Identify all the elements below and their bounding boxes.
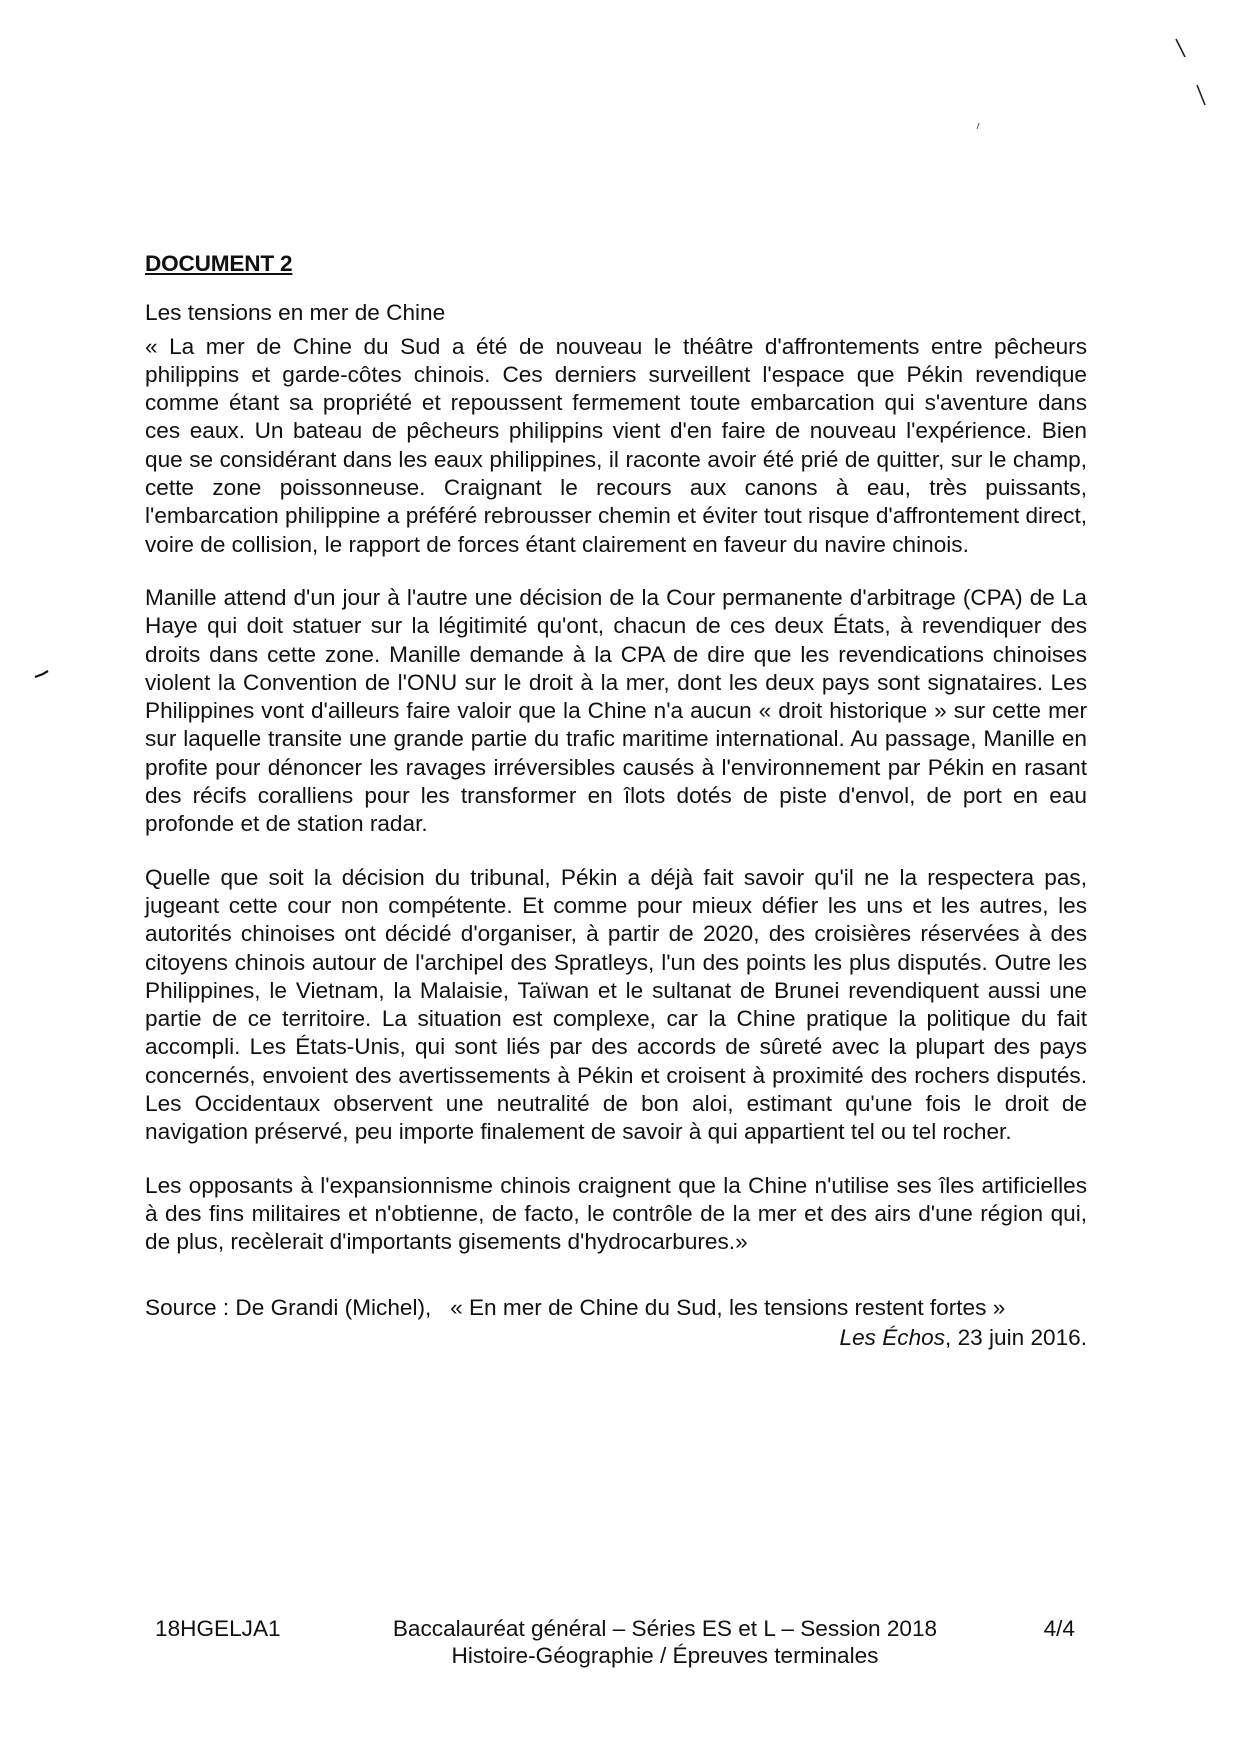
footer-code: 18HGELJA1 [155,1616,281,1641]
document-subtitle: Les tensions en mer de Chine [145,300,446,326]
footer-line-2: Histoire-Géographie / Épreuves terminales [451,1643,879,1668]
source-line-1 [145,1293,1087,1323]
source-date: , 23 juin 2016. [945,1324,1087,1350]
paragraph-2: Manille attend d'un jour à l'autre une décision de la Cour permanente d'arbitrage (CPA) de La Haye qui doit statuer sur la légitimité qu'ont, chacun de ces deux États, à revendiquer des droits dans cette zone. Manille demande à la CPA de dire que les revendications chinoises violent la Convention de l'ONU sur le droit à la mer, dont les deux pays sont signataires. Les Philippines vont d'ailleurs faire valoir que la Chine n'a aucun « droit historique » sur cette mer sur laquelle transite une grande partie du trafic maritime international. Au passage, Manille en profite pour dénoncer les ravages irréversibles causés à l'environnement par Pékin en rasant des récifs coralliens pour les transformer en îlots dotés de piste d'envol, de port en eau profonde et de station radar. [145,584,1087,837]
document-body [145,250,1087,1353]
scan-mark-small [975,120,985,132]
source-article: « En mer de Chine du Sud, les tensions restent fortes » [450,1294,1006,1320]
scan-mark-top-right [1170,35,1220,115]
paragraph-3: Quelle que soit la décision du tribunal, Pékin a déjà fait savoir qu'il ne la respectera pas, jugeant cette cour non compétente. Et comme pour mieux défier les uns et les autres, les autorités chinoises ont décidé d'organiser, à partir de 2020, des croisières réservées à des citoyens chinois autour de l'archipel des Spratleys, l'un des points les plus disputés. Outre les Philippines, le Vietnam, la Malaisie, Taïwan et le sultanat de Brunei revendiquent aussi une partie de ce territoire. La situation est complexe, car la Chine pratique la politique du fait accompli. Les États-Unis, qui sont liés par des accords de sûreté avec la plupart des pays concernés, envoient des avertissements à Pékin et croisent à proximité des rochers disputés. Les Occidentaux observent une neutralité de bon aloi, estimant qu'une fois le droit de navigation préservé, peu importe finalement de savoir à qui appartient tel ou tel rocher. [145,864,1087,1145]
paragraph-4: Les opposants à l'expansionnisme chinois craignent que la Chine n'utilise ses îles artificielles à des fins militaires et n'obtienne, de facto, le contrôle de la mer et des airs d'une région qui, de plus, recèlerait d'importants gisements d'hydrocarbures.» [145,1172,1087,1255]
footer-center [345,1615,985,1669]
document-title: DOCUMENT 2 [145,251,293,276]
paragraph-1: « La mer de Chine du Sud a été de nouveau le théâtre d'affrontements entre pêcheurs philippins et garde-côtes chinois. Ces derniers surveillent l'espace que Pékin revendique comme étant sa propriété et repoussent fermement toute embarcation qui s'aventure dans ces eaux. Un bateau de pêcheurs philippins vient d'en faire de nouveau l'expérience. Bien que se considérant dans les eaux philippines, il raconte avoir été prié de quitter, sur le champ, cette zone poissonneuse. Craignant le recours aux canons à eau, très puissants, l'embarcation philippine a préféré rebrousser chemin et éviter tout risque d'affrontement direct, voire de collision, le rapport de forces étant clairement en faveur du navire chinois. [145,333,1087,557]
footer-line-1: Baccalauréat général – Séries ES et L – Session 2018 [392,1616,938,1641]
source-citation [145,1293,1087,1353]
scan-mark-left [34,668,52,682]
source-line-2 [145,1323,1087,1353]
source-prefix: Source : De Grandi (Michel), [145,1294,432,1320]
source-publication: Les Échos [839,1324,946,1350]
footer-page-number: 4/4 [1043,1616,1075,1641]
